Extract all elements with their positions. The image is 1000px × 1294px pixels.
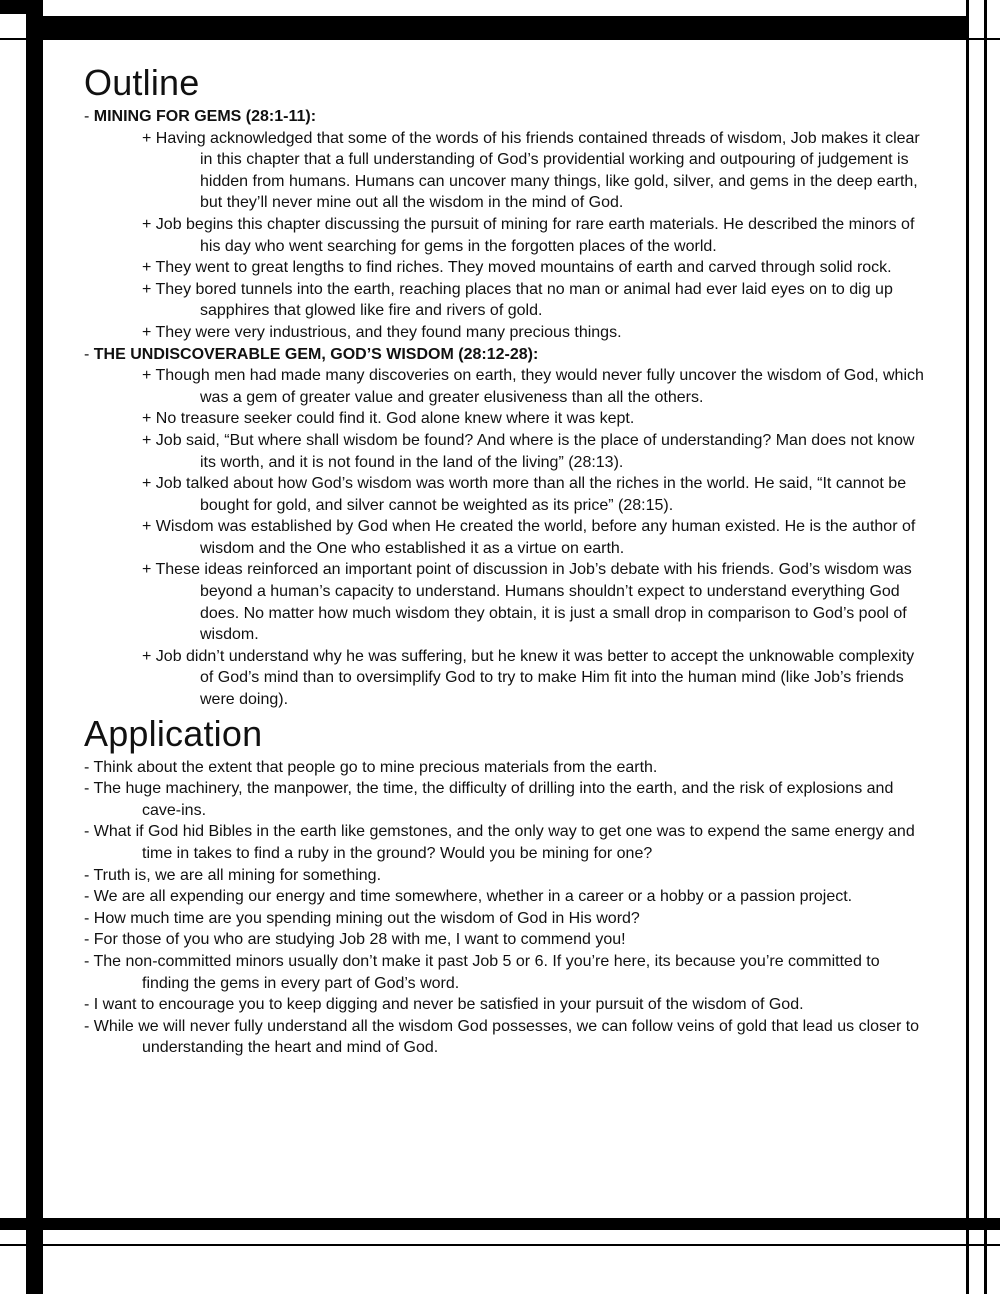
outline-point: + Job talked about how God’s wisdom was worth more than all the riches in the world. He said, “It cannot be bought for gold, and silver cannot be weighted as its price” (28:15). xyxy=(142,475,907,514)
heading-dash: - xyxy=(84,345,94,363)
frame-top-bar xyxy=(36,16,966,40)
outline-point: + They were very industrious, and they found many precious things. xyxy=(142,323,622,341)
heading-text: THE UNDISCOVERABLE GEM, GOD’S WISDOM (28:12-28): xyxy=(93,345,539,363)
outline-point: + Job said, “But where shall wisdom be found? And where is the place of understanding? Man does not know its worth, and it is not found in the land of the living” (28:13). xyxy=(142,431,915,471)
heading-text: MINING FOR GEMS (28:1-11): xyxy=(93,108,317,125)
outline-section-mining xyxy=(84,106,924,344)
outline-point: + Job begins this chapter discussing the pursuit of mining for rare earth materials. He described the minors of his day who went searching for gems in the forgotten places of the world. xyxy=(142,215,915,255)
frame-right-line-inner xyxy=(966,0,969,1294)
frame-top-left-block xyxy=(0,0,26,14)
application-item: - The non-committed minors usually don’t make it past Job 5 or 6. If you’re here, its because you’re committed to finding the gems in every part of God’s word. xyxy=(84,952,880,992)
outline-heading-mining xyxy=(84,106,924,128)
page-content xyxy=(84,60,924,1059)
application-item: - We are all expending our energy and time somewhere, whether in a career or a hobby or a passion project. xyxy=(84,888,853,906)
frame-bottom-left-block xyxy=(29,1230,43,1294)
application-item: - The huge machinery, the manpower, the time, the difficulty of drilling into the earth, and the risk of explosions and cave-ins. xyxy=(84,780,894,819)
application-item: - For those of you who are studying Job 28 with me, I want to commend you! xyxy=(84,931,626,949)
outline-point: + Though men had made many discoveries on earth, they would never fully uncover the wisdom of God, which was a gem of greater value and greater elusiveness than all the others. xyxy=(142,367,924,406)
outline-section-wisdom xyxy=(84,344,924,711)
frame-bottom-rule xyxy=(0,1244,1000,1246)
application-item: - How much time are you spending mining out the wisdom of God in His word? xyxy=(84,909,640,927)
application-list xyxy=(84,757,924,1059)
outline-title: Outline xyxy=(84,62,200,103)
application-item: - Think about the extent that people go to mine precious materials from the earth. xyxy=(84,758,658,776)
outline-point: + They went to great lengths to find riches. They moved mountains of earth and carved through solid rock. xyxy=(142,259,892,277)
application-item: - What if God hid Bibles in the earth like gemstones, and the only way to get one was to expend the same energy and time in takes to find a ruby in the ground? Would you be mining for one? xyxy=(84,823,915,862)
frame-top-rule xyxy=(0,38,1000,40)
application-title: Application xyxy=(84,712,263,754)
outline-heading-wisdom xyxy=(84,344,924,366)
outline-point: + Having acknowledged that some of the words of his friends contained threads of wisdom, Job makes it clear in this chapter that a full understanding of God’s providential working and outpouring of judgement is hidden from humans. Humans can uncover many things, like gold, silver, and gems in the deep earth, but they’ll never mine out all the wisdom in the mind of God. xyxy=(142,129,920,212)
outline-point: + They bored tunnels into the earth, reaching places that no man or animal had ever laid eyes on to dig up sapphires that glowed like fire and rivers of gold. xyxy=(142,280,893,320)
outline-point: + No treasure seeker could find it. God alone knew where it was kept. xyxy=(142,410,635,428)
frame-right-line-outer xyxy=(984,0,987,1294)
application-item: - I want to encourage you to keep digging and never be satisfied in your pursuit of the wisdom of God. xyxy=(84,996,804,1014)
application-item: - Truth is, we are all mining for something. xyxy=(84,866,382,884)
heading-dash: - xyxy=(84,108,94,125)
frame-left-bar xyxy=(29,0,43,1294)
frame-bottom-bar xyxy=(0,1218,1000,1230)
outline-point: + Job didn’t understand why he was suffering, but he knew it was better to accept the unknowable complexity of God’s mind than to oversimplify God to try to make Him fit into the human mind (like Job’s friends were doing). xyxy=(142,647,915,709)
outline-point: + Wisdom was established by God when He created the world, before any human existed. He is the author of wisdom and the One who established it as a virtue on earth. xyxy=(142,518,916,557)
outline-point: + These ideas reinforced an important point of discussion in Job’s debate with his friends. God’s wisdom was beyond a human’s capacity to understand. Humans shouldn’t expect to understand everything God does. No matter how much wisdom they obtain, it is just a small drop in comparison to God’s pool of wisdom. xyxy=(142,561,912,644)
application-item: - While we will never fully understand all the wisdom God possesses, we can follow veins of gold that lead us closer to understanding the heart and mind of God. xyxy=(84,1017,920,1057)
